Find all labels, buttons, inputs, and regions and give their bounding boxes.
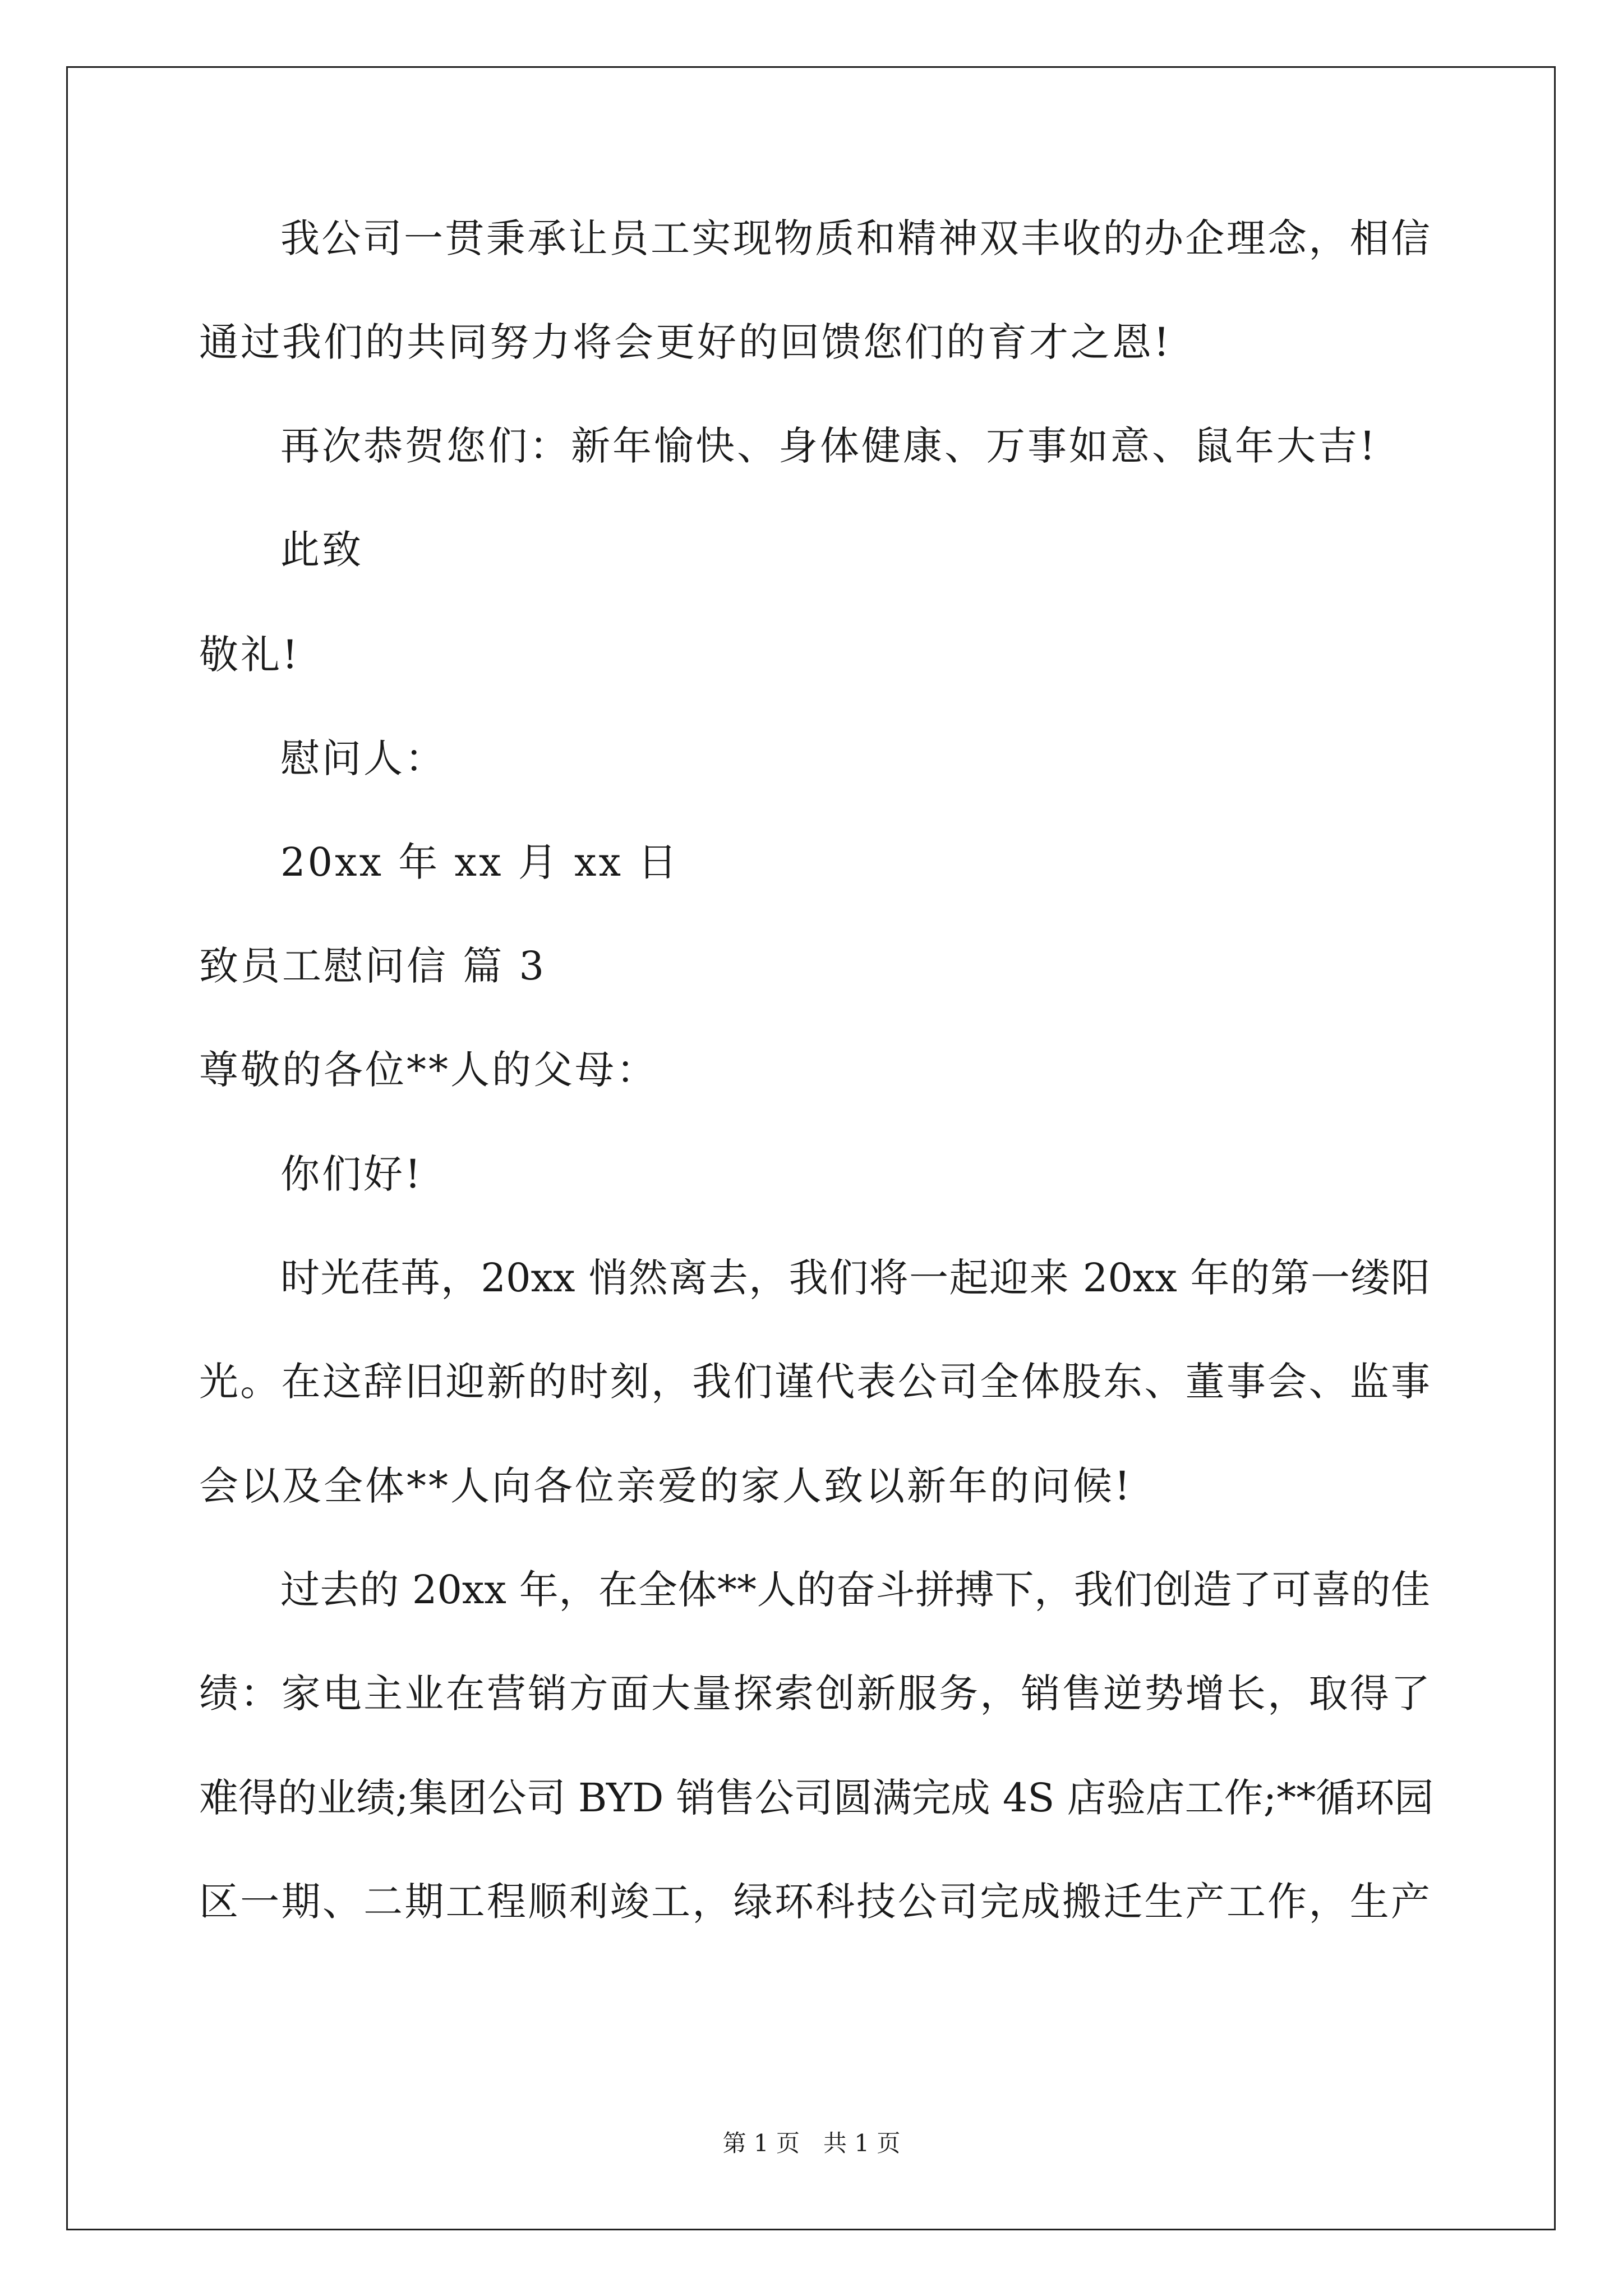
closing-salute: 敬礼!: [199, 632, 301, 678]
paragraph-line: 绩：家电主业在营销方面大量探索创新服务，销售逆势增长，取得了: [199, 1671, 1430, 1717]
section-heading: 致员工慰问信 篇 3: [199, 943, 547, 989]
paragraph-line: 我公司一贯秉承让员工实现物质和精神双丰收的办企理念，相信: [280, 215, 1430, 261]
paragraph-line: 时光荏苒，20xx 悄然离去，我们将一起迎来 20xx 年的第一缕阳: [280, 1255, 1430, 1301]
date-line: 20xx 年 xx 月 xx 日: [280, 839, 680, 885]
paragraph-line: 难得的业绩;集团公司 BYD 销售公司圆满完成 4S 店验店工作;**循环园: [199, 1775, 1434, 1821]
page-number-footer: 第 1 页 共 1 页: [722, 2129, 901, 2157]
paragraph-line: 通过我们的共同努力将会更好的回馈您们的育才之恩!: [199, 319, 1172, 365]
signature-label: 慰问人：: [280, 735, 446, 781]
greeting-line: 你们好!: [280, 1151, 423, 1197]
closing-line: 此致: [280, 527, 363, 573]
paragraph-line: 会以及全体**人向各位亲爱的家人致以新年的问候!: [199, 1463, 1133, 1509]
greeting-line: 再次恭贺您们：新年愉快、身体健康、万事如意、鼠年大吉!: [280, 423, 1378, 469]
paragraph-line: 过去的 20xx 年，在全体**人的奋斗拼搏下，我们创造了可喜的佳: [280, 1567, 1430, 1613]
paragraph-line: 光。在这辞旧迎新的时刻，我们谨代表公司全体股东、董事会、监事: [199, 1359, 1430, 1405]
salutation-line: 尊敬的各位**人的父母：: [199, 1047, 658, 1093]
paragraph-line: 区一期、二期工程顺利竣工，绿环科技公司完成搬迁生产工作，生产: [199, 1879, 1430, 1925]
